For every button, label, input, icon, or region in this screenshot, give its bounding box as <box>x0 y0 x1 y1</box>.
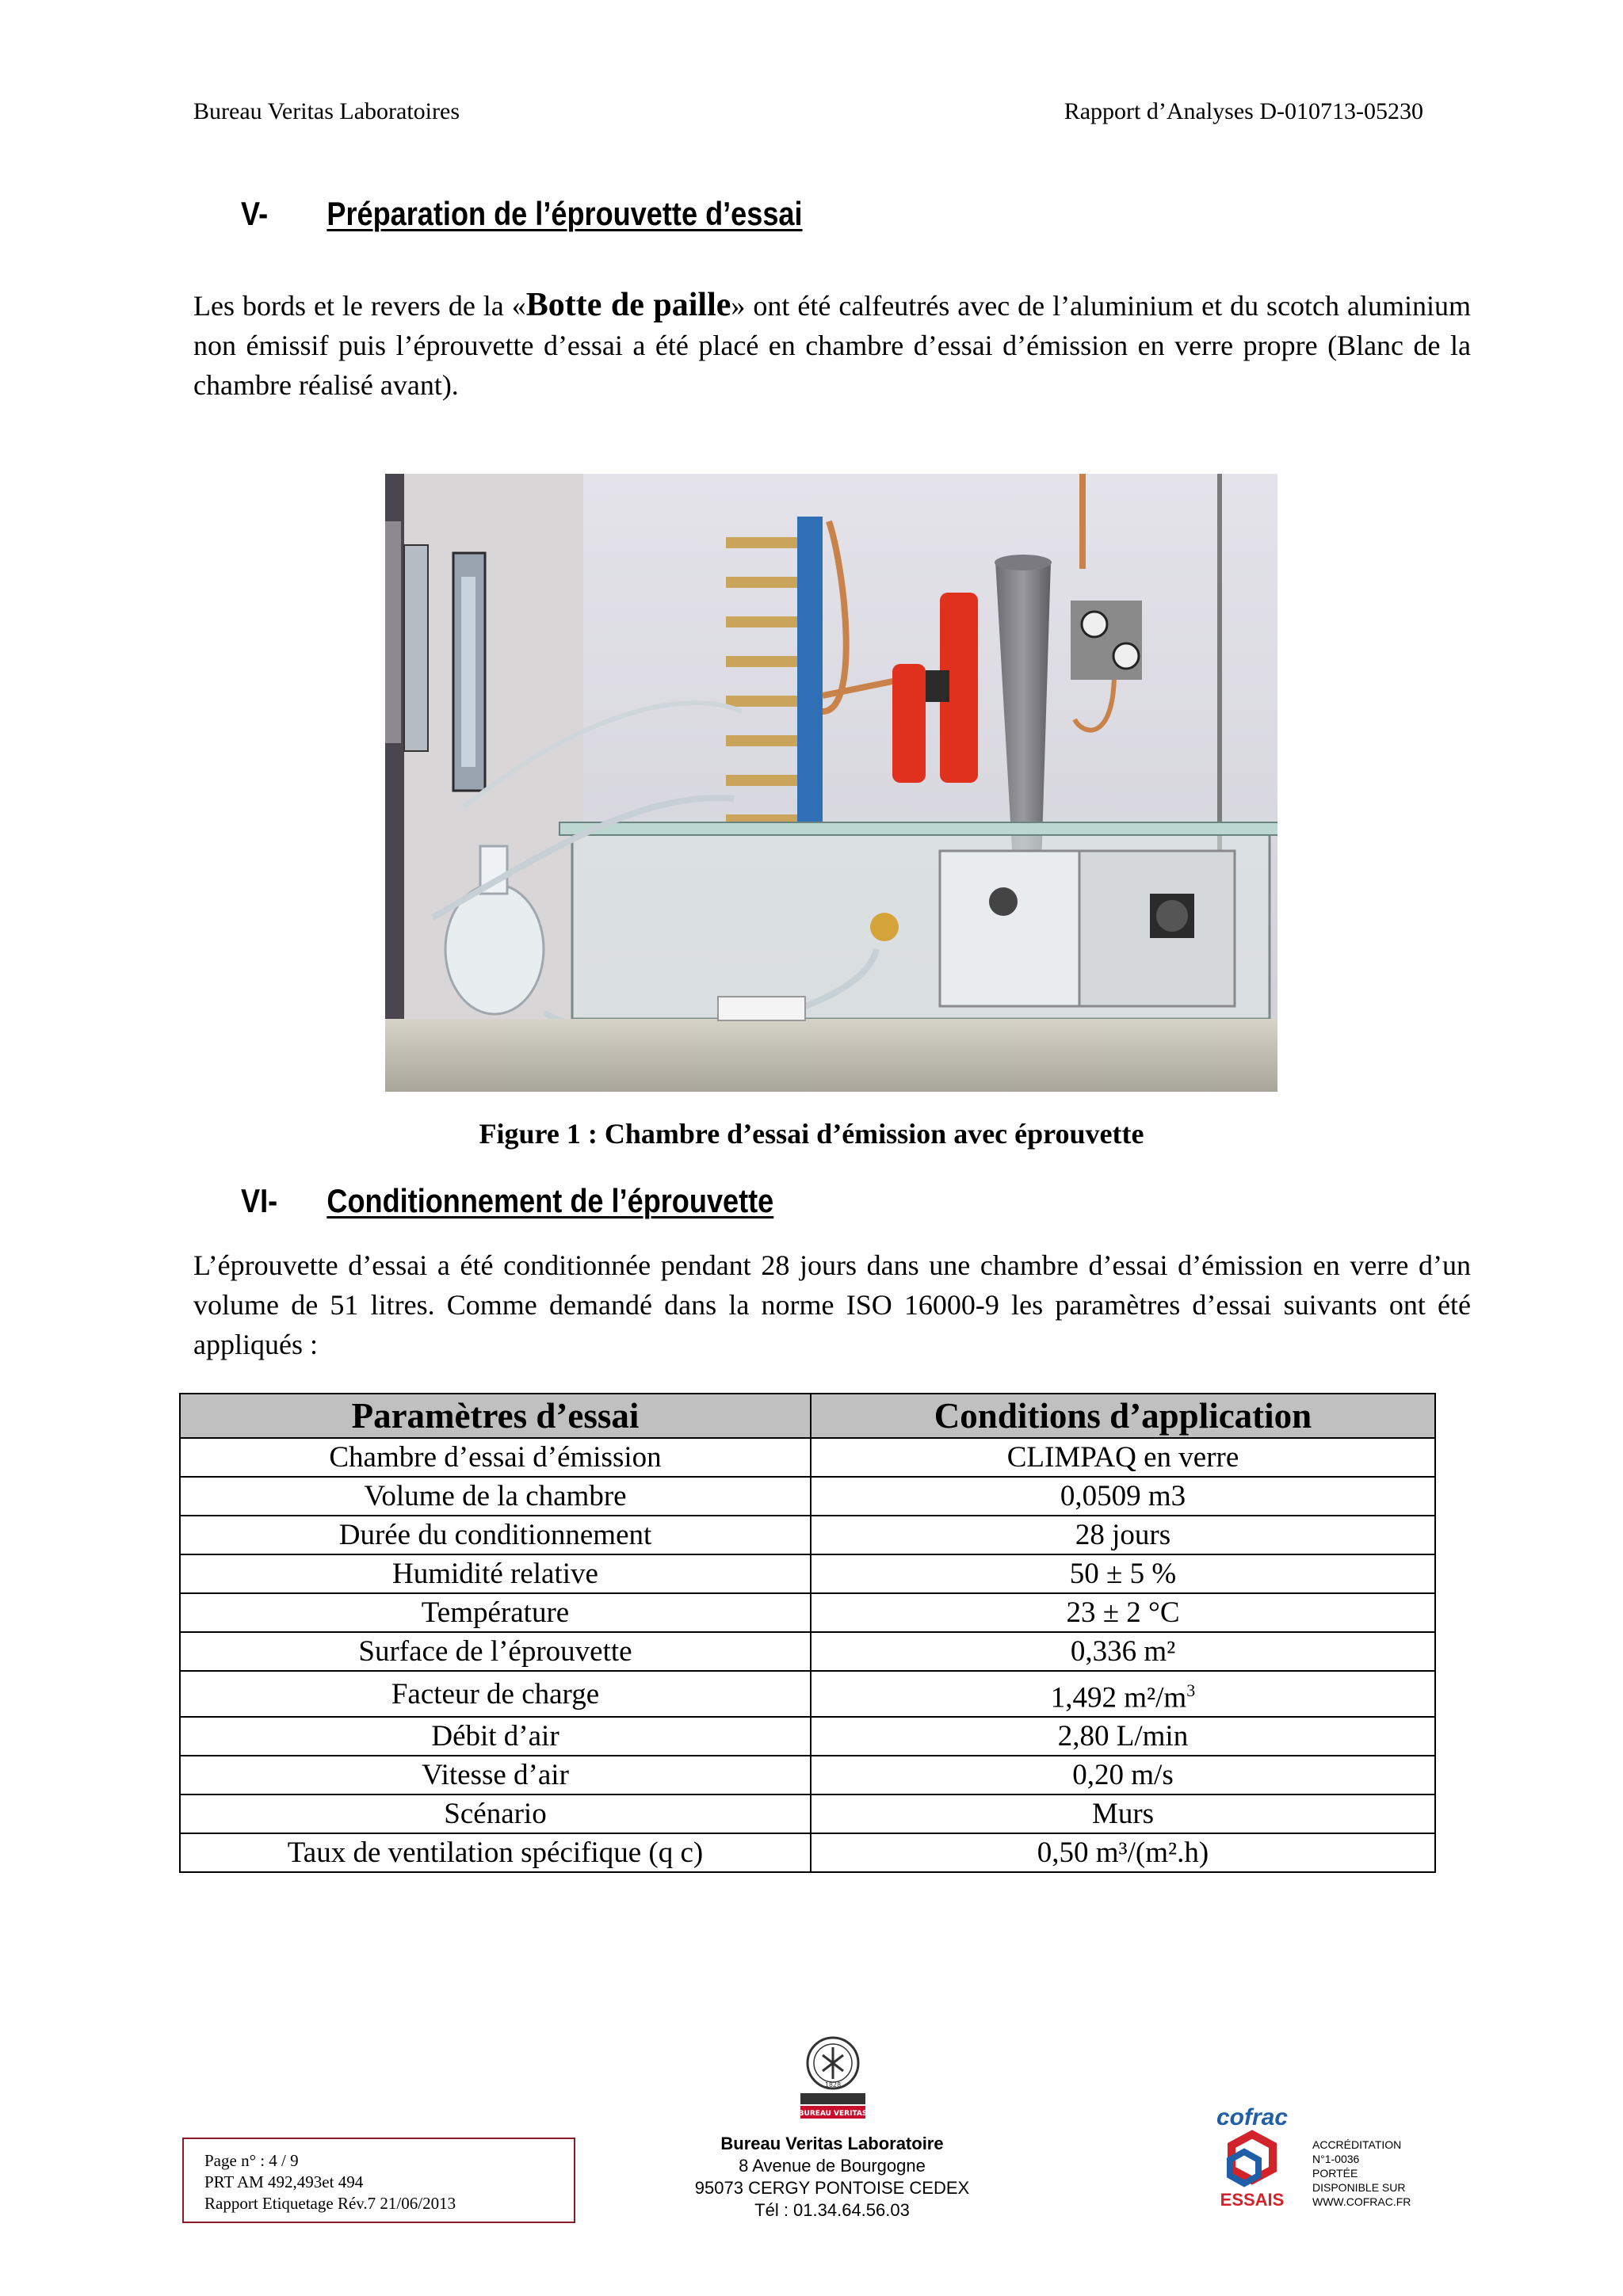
para-end: » ont été calfeutrés avec de l’aluminium et du scotch aluminium non émissif puis l’éprouvette d’essai a été placé en chambre d’essai d’émission en verre propre (Blanc de la chambre réalisé avant). <box>193 290 1472 401</box>
company-name: Bureau Veritas Laboratoire <box>720 2134 944 2153</box>
bureau-veritas-logo <box>797 2035 869 2123</box>
cofrac-word: cofrac <box>1216 2104 1289 2130</box>
product-name: Botte de paille <box>525 287 731 323</box>
param-value: Murs <box>811 1794 1435 1833</box>
report-revision: Rapport Etiquetage Rév.7 21/06/2013 <box>204 2194 456 2213</box>
section-5-number: V- <box>241 195 269 232</box>
table-row <box>180 1593 1435 1632</box>
page-info-box <box>182 2138 575 2223</box>
section-5-paragraph <box>193 285 1471 405</box>
table-row <box>180 1671 1435 1717</box>
param-value: 28 jours <box>811 1516 1435 1554</box>
param-value: 23 ± 2 °C <box>811 1593 1435 1632</box>
section-6-number: VI- <box>241 1182 278 1219</box>
param-name: Humidité relative <box>180 1554 811 1593</box>
bv-year: 1828 <box>824 2081 842 2088</box>
param-name: Volume de la chambre <box>180 1477 811 1516</box>
param-value: CLIMPAQ en verre <box>811 1438 1435 1477</box>
cofrac-essais: ESSAIS <box>1220 2190 1285 2210</box>
address-line-1: 8 Avenue de Bourgogne <box>739 2156 926 2176</box>
accreditation-line: DISPONIBLE SUR <box>1312 2181 1406 2194</box>
test-parameters-table <box>179 1393 1436 1873</box>
table-row <box>180 1756 1435 1794</box>
param-name: Taux de ventilation spécifique (q c) <box>180 1833 811 1872</box>
param-name: Chambre d’essai d’émission <box>180 1438 811 1477</box>
param-name: Surface de l’éprouvette <box>180 1632 811 1671</box>
figure-caption: Figure 1 : Chambre d’essai d’émission avec éprouvette <box>479 1118 1144 1150</box>
table-row <box>180 1794 1435 1833</box>
accreditation-line: N°1-0036 <box>1312 2153 1360 2165</box>
param-name: Vitesse d’air <box>180 1756 811 1794</box>
param-value: 2,80 L/min <box>811 1717 1435 1756</box>
table-header: Conditions d’application <box>811 1394 1435 1438</box>
param-name: Débit d’air <box>180 1717 811 1756</box>
header-right: Rapport d’Analyses D-010713-05230 <box>1064 98 1423 124</box>
section-5-heading: Préparation de l’éprouvette d’essai <box>327 195 803 232</box>
address-line-2: 95073 CERGY PONTOISE CEDEX <box>694 2178 970 2198</box>
para-start: Les bords et le revers de la « <box>193 290 526 322</box>
superscript: 3 <box>1186 1680 1196 1700</box>
param-value: 0,336 m² <box>811 1632 1435 1671</box>
accreditation-info <box>1312 2138 1411 2209</box>
param-value: 50 ± 5 % <box>811 1554 1435 1593</box>
company-address <box>682 2133 983 2222</box>
param-value: 0,0509 m3 <box>811 1477 1435 1516</box>
phone-number: Tél : 01.34.64.56.03 <box>754 2200 910 2220</box>
table-row <box>180 1554 1435 1593</box>
table-row <box>180 1632 1435 1671</box>
bv-logo-text: BUREAU VERITAS <box>798 2110 868 2118</box>
section-6-paragraph: L’éprouvette d’essai a été conditionnée pendant 28 jours dans une chambre d’essai d’émission en verre d’un volume de 51 litres. Comme demandé dans la norme ISO 16000-9 les paramètres d’essai suivants ont été appliqués : <box>193 1249 1471 1360</box>
accreditation-line: ACCRÉDITATION <box>1312 2138 1402 2151</box>
table-row <box>180 1717 1435 1756</box>
param-value: 0,50 m³/(m².h) <box>811 1833 1435 1872</box>
param-value <box>811 1671 1435 1717</box>
table-header-row <box>180 1394 1435 1438</box>
param-value-text: 1,492 m²/m <box>1050 1681 1187 1714</box>
section-5-title <box>241 195 803 233</box>
param-name: Température <box>180 1593 811 1632</box>
param-name: Facteur de charge <box>180 1671 811 1717</box>
param-name: Durée du conditionnement <box>180 1516 811 1554</box>
accreditation-line: PORTÉE <box>1312 2167 1358 2180</box>
table-row <box>180 1516 1435 1554</box>
section-6-heading: Conditionnement de l’éprouvette <box>327 1182 774 1219</box>
table-header: Paramètres d’essai <box>180 1394 811 1438</box>
section-6-title <box>241 1182 773 1220</box>
param-name: Scénario <box>180 1794 811 1833</box>
table-row <box>180 1833 1435 1872</box>
header-left: Bureau Veritas Laboratoires <box>193 98 460 124</box>
table-row <box>180 1477 1435 1516</box>
prt-reference: PRT AM 492,493et 494 <box>204 2172 364 2191</box>
cofrac-logo <box>1212 2100 1292 2217</box>
table-row <box>180 1438 1435 1477</box>
param-value: 0,20 m/s <box>811 1756 1435 1794</box>
emission-chamber-photo <box>385 474 1277 1092</box>
accreditation-line: WWW.COFRAC.FR <box>1312 2195 1411 2208</box>
page-number: Page n° : 4 / 9 <box>204 2151 299 2170</box>
